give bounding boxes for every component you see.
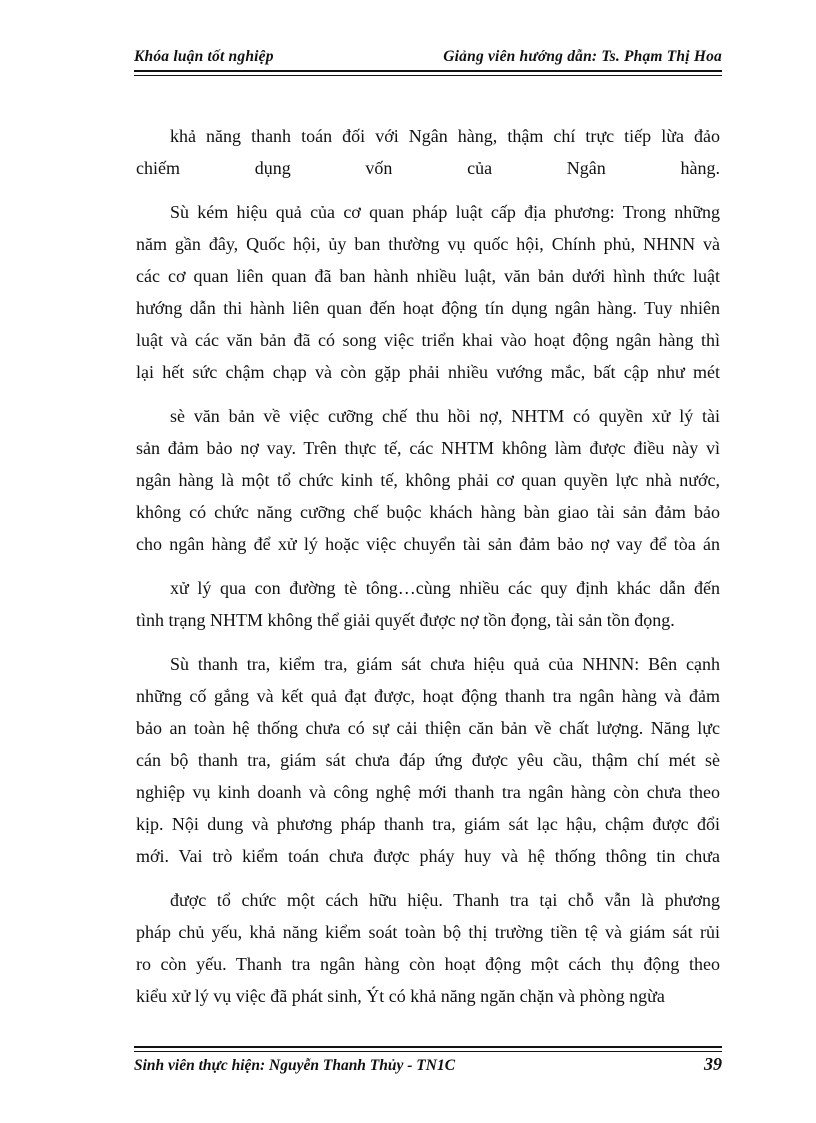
text-line: sản đảm bảo nợ vay. Trên thực tế, các NHTM không làm được điều này vì [136,438,720,458]
text-line: mới. Vai trò kiểm toán chưa được pháy huy và hệ thống thông tin chưa [136,846,720,866]
text-line: chiếm dụng vốn của Ngân hàng. [136,158,720,178]
text-line: luật và các văn bản đã có song việc triển khai vào hoạt động ngân hàng thì [136,330,720,350]
student-author: Sinh viên thực hiện: Nguyễn Thanh Thủy - TN1C [134,1057,456,1074]
text-line: các cơ quan liên quan đã ban hành nhiều luật, văn bản dưới hình thức luật [136,266,720,286]
thesis-title: Khóa luận tốt nghiệp [134,48,274,65]
text-line: những cố gắng và kết quả đạt được, hoạt động thanh tra ngân hàng và đảm [136,686,720,706]
header-rule-thin [134,75,722,76]
text-line: bảo an toàn hệ thống chưa có sự cải thiện căn bản về chất lượng. Năng lực [136,718,720,738]
text-line: ro còn yếu. Thanh tra ngân hàng còn hoạt động một cách thụ động theo [136,954,720,974]
text-line: lại hết sức chậm chạp và còn gặp phải nhiều vướng mắc, bất cập như mét [136,362,720,382]
text-line: xử lý qua con đường tè tông…cùng nhiều các quy định khác dẫn đến [170,578,720,598]
text-line: cho ngân hàng để xử lý hoặc việc chuyển tài sản đảm bảo nợ vay để tòa án [136,534,720,554]
text-line: cán bộ thanh tra, giám sát chưa đáp ứng được yêu cầu, thậm chí mét sè [136,750,720,770]
document-body [136,120,720,1012]
text-line: nghiệp vụ kinh doanh và công nghệ mới thanh tra ngân hàng còn chưa theo [136,782,720,802]
text-line: Sù kém hiệu quả của cơ quan pháp luật cấp địa phương: Trong những [170,202,720,222]
text-line: kịp. Nội dung và phương pháp thanh tra, giám sát lạc hậu, chậm được đổi [136,814,720,834]
text-line: Sù thanh tra, kiểm tra, giám sát chưa hiệu quả của NHNN: Bên cạnh [170,654,720,674]
page-footer [134,1046,722,1082]
text-line: hướng dẫn thi hành liên quan đến hoạt động tín dụng ngân hàng. Tuy nhiên [136,298,720,318]
text-line: được tổ chức một cách hữu hiệu. Thanh tra tại chỗ vẫn là phương [170,890,720,910]
text-line: không có chức năng cưỡng chế buộc khách hàng bàn giao tài sản đảm bảo [136,502,720,522]
text-line: tình trạng NHTM không thể giải quyết được nợ tồn đọng, tài sản tồn đọng. [136,610,675,630]
supervisor: Giảng viên hướng dẫn: Ts. Phạm Thị Hoa [443,48,722,65]
text-line: sè văn bản về việc cưỡng chế thu hồi nợ, NHTM có quyền xử lý tài [170,406,720,426]
footer-rule-thin [134,1051,722,1052]
text-line: ngân hàng là một tổ chức kinh tế, không phải cơ quan quyền lực nhà nước, [136,470,720,490]
footer-rule [134,1046,722,1048]
text-line: khả năng thanh toán đối với Ngân hàng, thậm chí trực tiếp lừa đảo [170,126,720,146]
page-header [134,46,722,72]
text-line: năm gần đây, Quốc hội, ủy ban thường vụ quốc hội, Chính phủ, NHNN và [136,234,720,254]
page-number: 39 [704,1054,722,1074]
text-line: pháp chủ yếu, khả năng kiểm soát toàn bộ thị trường tiền tệ và giám sát rủi [136,922,720,942]
text-line: kiểu xử lý vụ việc đã phát sinh, Ýt có khả năng ngăn chặn và phòng ngừa [136,986,665,1006]
header-rule [134,70,722,72]
